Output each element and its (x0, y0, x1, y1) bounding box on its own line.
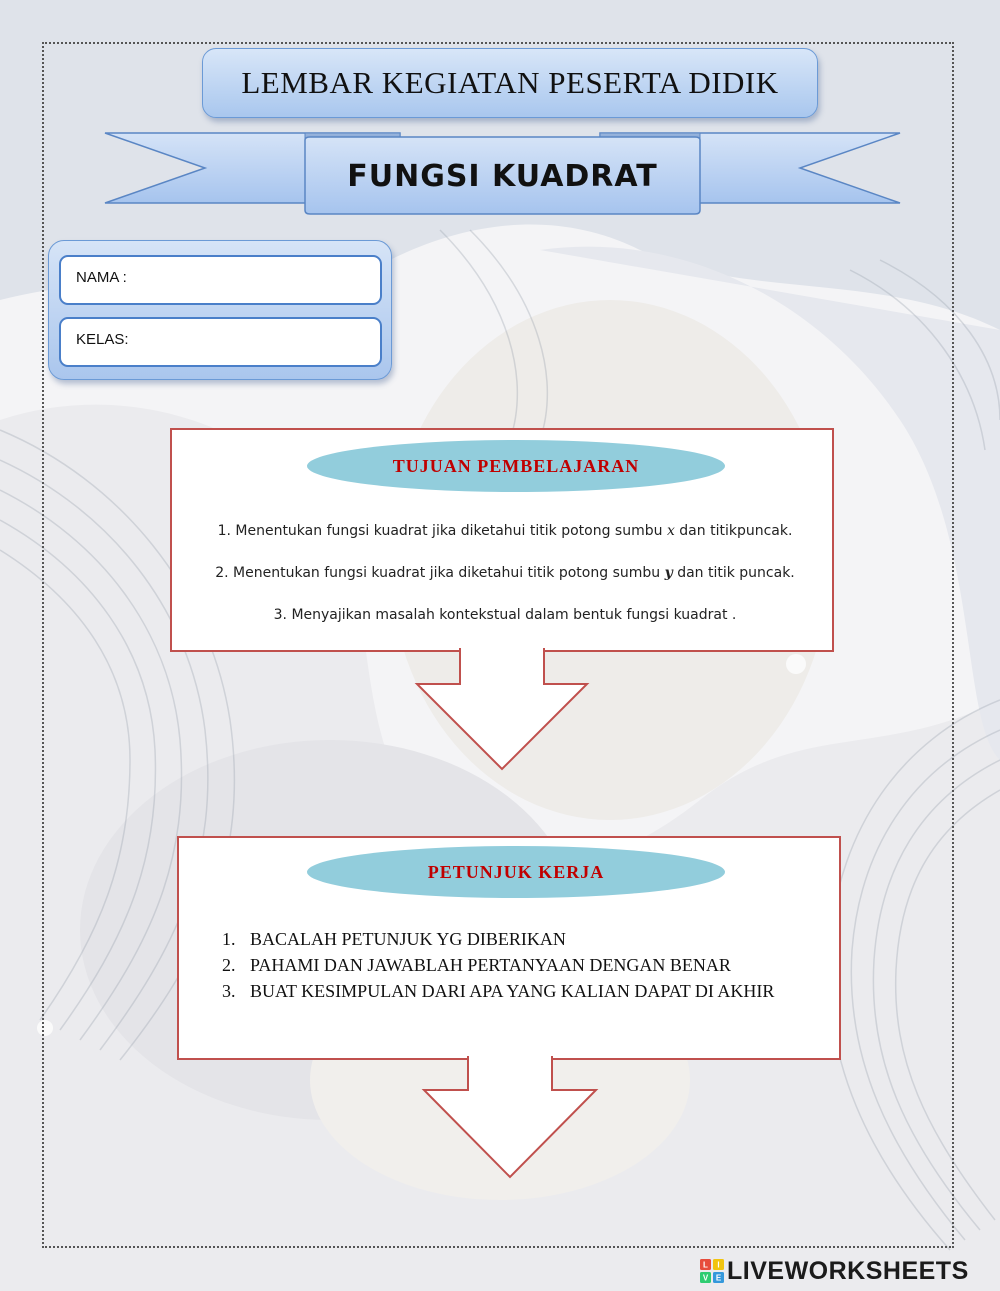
logo-text: LIVEWORKSHEETS (727, 1256, 969, 1285)
instructions-list (222, 926, 812, 1004)
page-title: LEMBAR KEGIATAN PESERTA DIDIK (241, 65, 779, 100)
list-item: 3. Menyajikan masalah kontekstual dalam bentuk fungsi kuadrat . (273, 607, 737, 623)
list-item: 2. PAHAMI DAN JAWABLAH PERTANYAAN DENGAN BENAR (222, 955, 731, 975)
list-item: 2. Menentukan fungsi kuadrat jika diketahui titik potong sumbu y dan titik puncak. (215, 565, 795, 581)
name-field[interactable] (59, 255, 382, 305)
topic-title: FUNGSI KUADRAT (347, 158, 658, 194)
objectives-list (190, 518, 820, 644)
list-item: 3. BUAT KESIMPULAN DARI APA YANG KALIAN DAPAT DI AKHIR (222, 981, 775, 1001)
class-field[interactable] (59, 317, 382, 367)
svg-text:L: L (703, 1260, 708, 1270)
header-banner (202, 48, 818, 118)
instructions-heading: PETUNJUK KERJA (307, 846, 725, 898)
svg-text:E: E (715, 1273, 722, 1283)
down-arrow-icon (418, 1056, 603, 1182)
list-item: 1. Menentukan fungsi kuadrat jika diketahui titik potong sumbu x dan titikpuncak. (217, 523, 793, 539)
list-item: 1. BACALAH PETUNJUK YG DIBERIKAN (222, 929, 566, 949)
liveworksheets-logo-icon (700, 1259, 724, 1283)
liveworksheets-logo[interactable] (700, 1258, 969, 1284)
name-label: NAMA : (76, 269, 127, 286)
class-label: KELAS: (76, 331, 129, 348)
svg-text:I: I (717, 1260, 720, 1270)
svg-text:V: V (702, 1273, 709, 1283)
down-arrow-icon (410, 648, 595, 774)
objectives-heading: TUJUAN PEMBELAJARAN (307, 440, 725, 492)
